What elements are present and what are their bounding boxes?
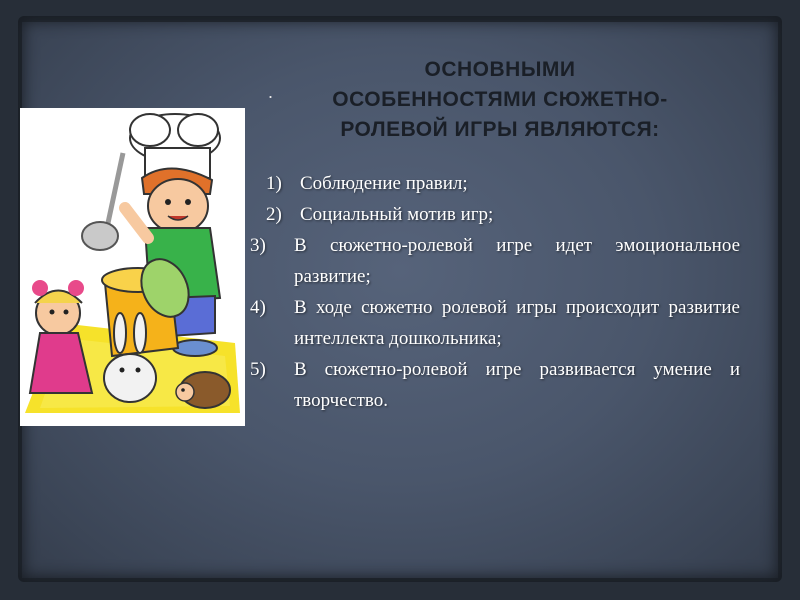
title-line-2: ОСОБЕННОСТЯМИ СЮЖЕТНО- xyxy=(332,88,668,111)
title-line-1: ОСНОВНЫМИ xyxy=(424,58,576,81)
list-item-text: Соблюдение правил; xyxy=(300,173,468,194)
features-list xyxy=(250,168,740,416)
child-cook-illustration xyxy=(20,108,245,426)
slide-title xyxy=(270,55,730,145)
list-item-number: 3) xyxy=(250,235,266,256)
list-item-text: В ходе сюжетно ролевой игры происходит развитие интеллекта дошкольника; xyxy=(294,297,740,349)
bunny-toy xyxy=(104,354,156,402)
list-item xyxy=(250,168,740,199)
child-face xyxy=(148,179,208,233)
title-line-3: РОЛЕВОЙ ИГРЫ ЯВЛЯЮТСЯ: xyxy=(340,118,660,141)
ladle-icon xyxy=(82,222,118,250)
list-item-number: 4) xyxy=(250,297,266,318)
list-item xyxy=(250,354,740,416)
list-item-text: Социальный мотив игр; xyxy=(300,204,494,225)
list-item-number: 5) xyxy=(250,359,266,380)
list-item-text: В сюжетно-ролевой игре идет эмоциональное развитие; xyxy=(294,235,740,287)
list-item-number: 1) xyxy=(266,173,282,194)
bullet-dot: . xyxy=(268,82,274,102)
list-item-number: 2) xyxy=(266,204,282,225)
list-item-text: В сюжетно-ролевой игре развивается умение и творчество. xyxy=(294,359,740,411)
list-item xyxy=(250,199,740,230)
list-item xyxy=(250,292,740,354)
list-item xyxy=(250,230,740,292)
